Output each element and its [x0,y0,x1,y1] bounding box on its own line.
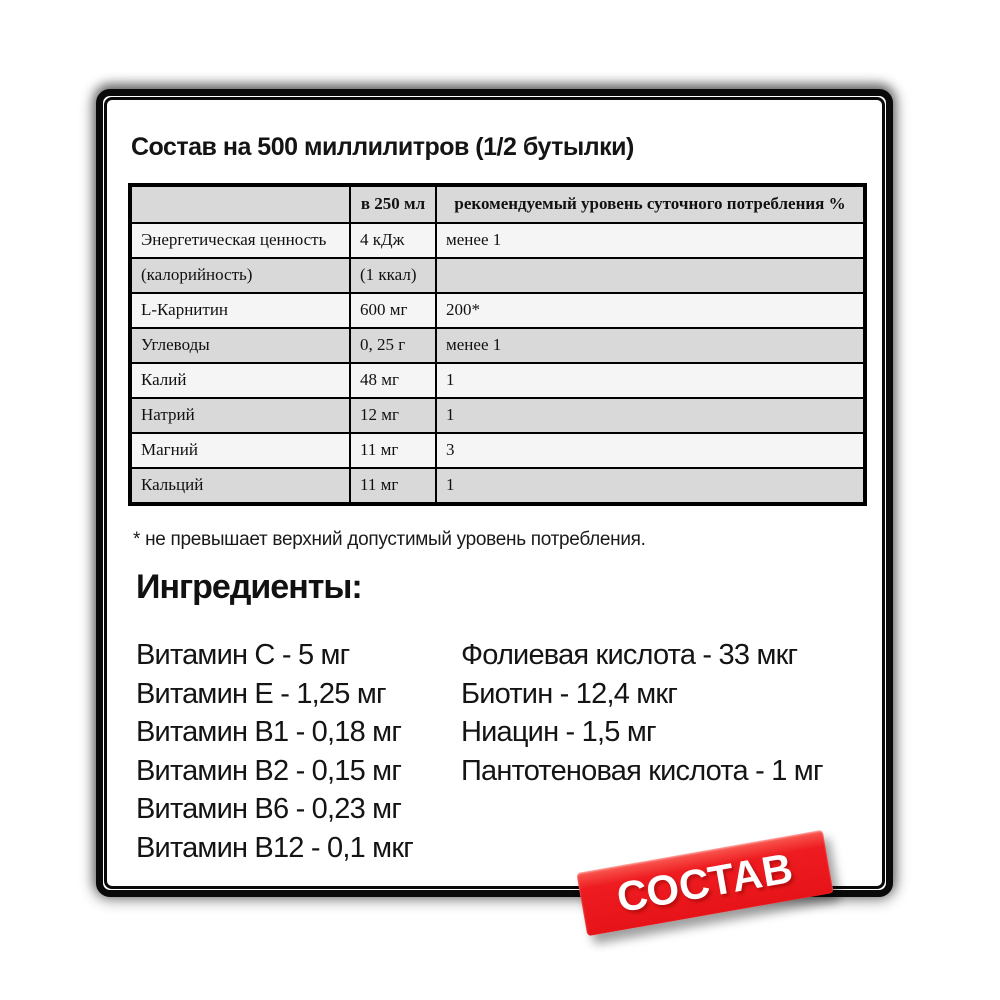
table-row [130,363,865,398]
composition-table-container [128,183,867,506]
table-cell: Углеводы [130,328,350,363]
table-cell: менее 1 [436,328,865,363]
table-cell: 0, 25 г [350,328,436,363]
ingredients-column-right [461,636,858,867]
ingredient-item: Витамин В2 - 0,15 мг [136,754,402,787]
table-cell: 1 [436,363,865,398]
label-frame [96,89,893,897]
table-header-per-250ml: в 250 мл [350,185,436,223]
table-cell: менее 1 [436,223,865,258]
composition-table [128,183,867,506]
table-cell: 1 [436,468,865,504]
ingredients-list [136,636,858,867]
table-cell: 4 кДж [350,223,436,258]
ingredient-item: Ниацин - 1,5 мг [461,716,656,748]
ingredient-item: Витамин В6 - 0,23 мг [136,793,402,825]
footnote: * не превышает верхний допустимый уровень потребления. [133,529,646,550]
table-cell: 11 мг [350,468,436,504]
table-cell [436,258,865,293]
table-row [130,398,865,433]
table-cell: 48 мг [350,363,436,398]
table-cell: 12 мг [350,398,436,433]
table-header-empty [130,185,350,223]
table-cell: L-Карнитин [130,293,350,328]
table-cell: 11 мг [350,433,436,468]
ingredients-column-left [136,636,461,867]
composition-table-body [130,223,865,504]
ingredient-item: Биотин - 12,4 мкг [461,677,678,710]
table-cell: Кальций [130,468,350,504]
table-cell: Натрий [130,398,350,433]
ingredient-item: Пантотеновая кислота - 1 мг [461,754,823,787]
table-cell: 200* [436,293,865,328]
table-cell: (калорийность) [130,258,350,293]
table-row [130,293,865,328]
table-row [130,328,865,363]
ingredient-item: Витамин В12 - 0,1 мкг [136,831,413,864]
table-row [130,433,865,468]
table-cell: Калий [130,363,350,398]
ingredient-item: Витамин Е - 1,25 мг [136,677,386,710]
ingredients-heading: Ингредиенты: [136,568,362,606]
label-frame-inner [104,97,885,889]
table-header-row [130,185,865,223]
table-cell: 1 [436,398,865,433]
composition-stamp-label: СОСТАВ [613,843,797,922]
table-header-daily-intake: рекомендуемый уровень суточного потребления % [436,185,865,223]
ingredient-item: Фолиевая кислота - 33 мкг [461,639,798,671]
ingredient-item: Витамин В1 - 0,18 мг [136,716,402,748]
table-cell: 600 мг [350,293,436,328]
table-cell: Магний [130,433,350,468]
table-row [130,468,865,504]
table-cell: Энергетическая ценность [130,223,350,258]
page-title: Состав на 500 миллилитров (1/2 бутылки) [131,133,634,161]
table-row [130,223,865,258]
ingredient-item: Витамин С - 5 мг [136,639,350,671]
table-cell: (1 ккал) [350,258,436,293]
table-cell: 3 [436,433,865,468]
table-row [130,258,865,293]
